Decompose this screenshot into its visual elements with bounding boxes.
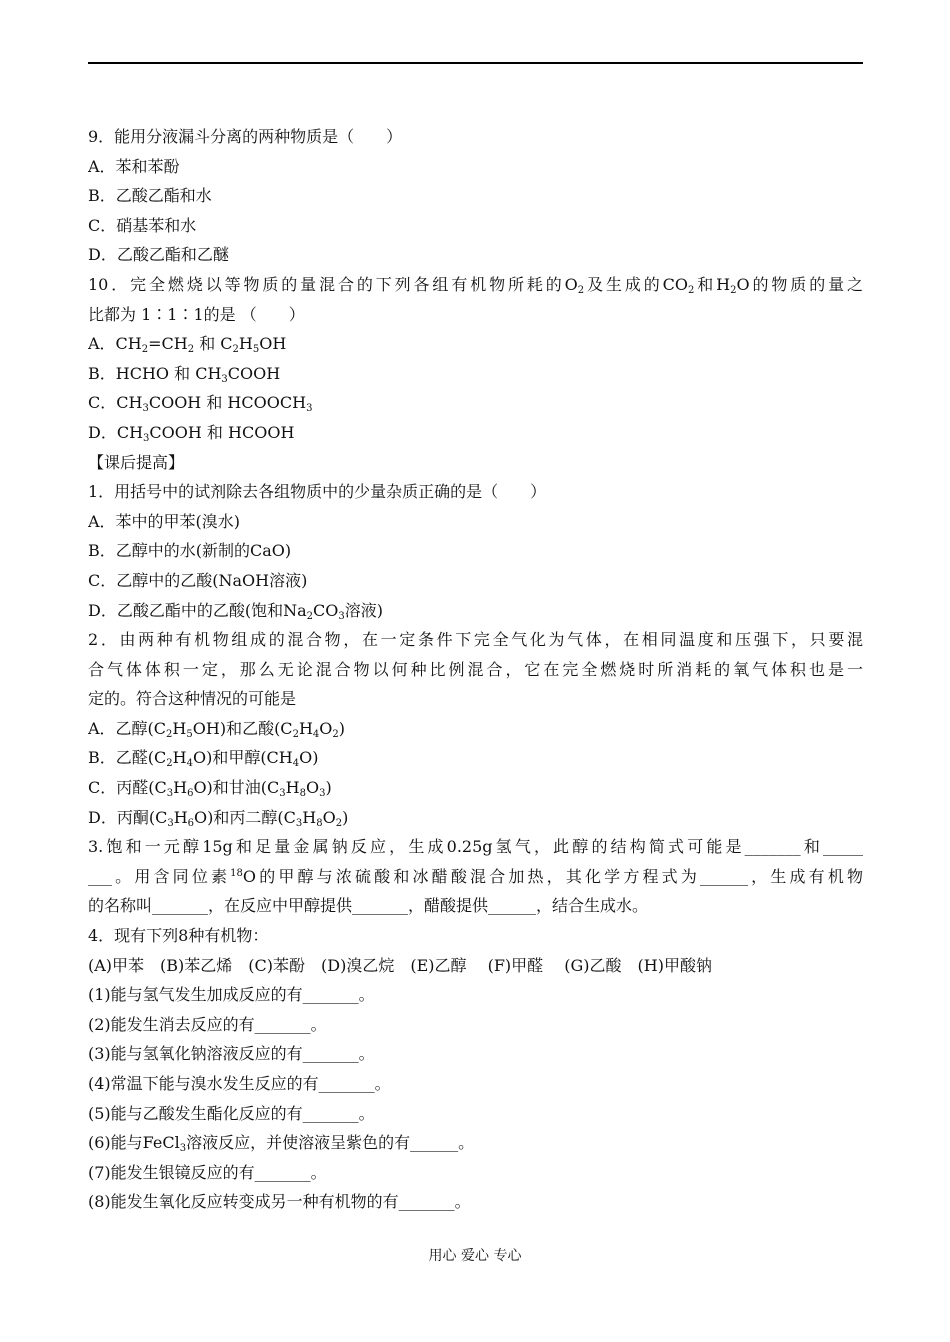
text-line: C．$CH_3COOH$ 和 $HCOOCH_3$ xyxy=(88,393,313,415)
text-line: C．乙醇中的乙酸(NaOH溶液) xyxy=(88,570,308,590)
text-line: (1)能与氢气发生加成反应的有_______。 xyxy=(88,985,375,1005)
text-line: D．$CH_3COOH$ 和 HCOOH xyxy=(88,422,295,444)
text-line: A．$CH_2=CH_2$ 和 $C_2H_5OH$ xyxy=(88,334,287,356)
text-line: (8)能发生氧化反应转变成另一种有机物的有_______。 xyxy=(88,1192,471,1212)
text-line: D．乙酸乙酯和乙醚 xyxy=(88,245,229,265)
text-line: (A)甲苯 (B)苯乙烯 (C)苯酚 (D)溴乙烷 (E)乙醇 (F)甲醛 (G)乙酸 (H)甲酸钠 xyxy=(88,955,712,975)
text-line: 比都为 1∶1∶1的是 （ ） xyxy=(88,304,305,324)
text-line: B．乙醛$(C_2H_4O)$和甲醇$(CH_4O)$ xyxy=(88,748,319,770)
worksheet-body xyxy=(88,122,863,1217)
text-line: ___。用含同位素$^{18}$O的甲醇与浓硫酸和冰醋酸混合加热，其化学方程式为______，生成有机物 xyxy=(88,866,863,886)
text-line: D．乙酸乙酯中的乙酸(饱和$Na_2CO_3$溶液) xyxy=(88,600,383,622)
text-line: 合气体体积一定，那么无论混合物以何种比例混合，它在完全燃烧时所消耗的氧气体积也是一 xyxy=(88,659,863,679)
text-line: C．丙醛$(C_3H_6O)$和甘油$(C_3H_8O_3)$ xyxy=(88,778,332,800)
text-line: 10．完全燃烧以等物质的量混合的下列各组有机物所耗的$O_2$及生成的$CO_2$和$H_2O$的物质的量之 xyxy=(88,274,863,296)
text-line: C．硝基苯和水 xyxy=(88,215,197,235)
text-line: 的名称叫_______，在反应中甲醇提供_______，醋酸提供______，结合生成水。 xyxy=(88,896,649,916)
text-line: (6)能与FeCl$_3$溶液反应，并使溶液呈紫色的有______。 xyxy=(88,1133,475,1155)
page-footer: 用心 爱心 专心 xyxy=(428,1248,522,1264)
text-line: (4)常温下能与溴水发生反应的有_______。 xyxy=(88,1074,391,1093)
text-line: A．乙醇$(C_2H_5OH)$和乙酸$(C_2H_4O_2)$ xyxy=(88,718,346,740)
text-line: (7)能发生银镜反应的有_______。 xyxy=(88,1162,327,1182)
text-line: 1．用括号中的试剂除去各组物质中的少量杂质正确的是（ ） xyxy=(88,482,547,502)
text-line: 4．现有下列8种有机物： xyxy=(88,926,269,946)
text-line: B．乙酸乙酯和水 xyxy=(88,186,212,206)
text-line: B．乙醇中的水(新制的CaO) xyxy=(88,541,292,561)
text-line: 9．能用分液漏斗分离的两种物质是（ ） xyxy=(88,127,403,146)
text-line: A．苯和苯酚 xyxy=(88,156,180,176)
text-line: 【课后提高】 xyxy=(88,452,185,472)
text-line: (3)能与氢氧化钠溶液反应的有_______。 xyxy=(88,1044,375,1064)
text-line: 定的。符合这种情况的可能是 xyxy=(88,689,297,709)
text-line: 3.饱和一元醇15g和足量金属钠反应，生成0.25g氢气，此醇的结构简式可能是_______和_____ xyxy=(88,837,863,857)
text-line: (2)能发生消去反应的有_______。 xyxy=(88,1014,327,1034)
text-line: A．苯中的甲苯(溴水) xyxy=(88,511,241,531)
text-line: (5)能与乙酸发生酯化反应的有_______。 xyxy=(88,1103,375,1123)
text-line: 2．由两种有机物组成的混合物，在一定条件下完全气化为气体，在相同温度和压强下，只要混 xyxy=(88,630,863,650)
text-line: D．丙酮$(C_3H_6O)$和丙二醇$(C_3H_8O_2)$ xyxy=(88,807,349,829)
header-rule xyxy=(88,62,863,64)
text-line: B．HCHO 和 $CH_3COOH$ xyxy=(88,363,281,385)
